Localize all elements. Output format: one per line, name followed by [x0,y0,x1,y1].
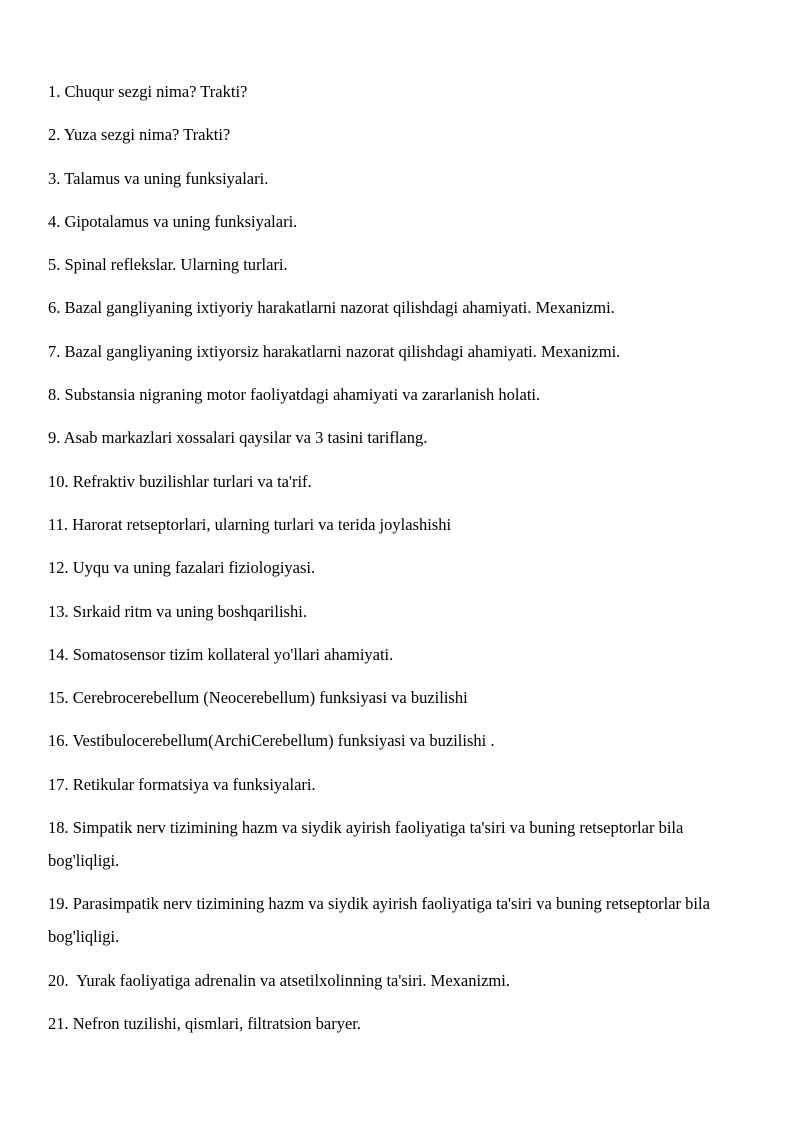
question-item: 15. Cerebrocerebellum (Neocerebellum) funksiyasi va buzilishi [48,688,468,708]
question-item: 6. Bazal gangliyaning ixtiyoriy harakatlarni nazorat qilishdagi ahamiyati. Mexanizmi. [48,298,615,318]
question-item: 17. Retikular formatsiya va funksiyalari. [48,774,316,794]
question-item: 9. Asab markazlari xossalari qaysilar va 3 tasini tariflang. [48,428,428,448]
question-item: 2. Yuza sezgi nima? Trakti? [48,125,231,145]
question-item: 3. Talamus va uning funksiyalari. [48,168,269,188]
question-item: 12. Uyqu va uning fazalari fiziologiyasi. [48,558,316,578]
question-item: 19. Parasimpatik nerv tizimining hazm va siydik ayirish faoliyatiga ta'siri va buning retseptorlar bila bog'liqligi. [48,894,715,947]
question-list [48,75,748,1050]
question-item: 10. Refraktiv buzilishlar turlari va ta'rif. [48,471,312,491]
question-item: 1. Chuqur sezgi nima? Trakti? [48,82,248,101]
question-item: 21. Nefron tuzilishi, qismlari, filtratsion baryer. [48,1013,361,1033]
question-item: 4. Gipotalamus va uning funksiyalari. [48,211,298,231]
question-item: 11. Harorat retseptorlari, ularning turlari va terida joylashishi [48,514,452,534]
question-item: 7. Bazal gangliyaning ixtiyorsiz harakatlarni nazorat qilishdagi ahamiyati. Mexanizmi. [48,341,621,361]
question-item: 8. Substansia nigraning motor faoliyatdagi ahamiyati va zararlanish holati. [48,385,541,405]
question-item: 14. Somatosensor tizim kollateral yo'llari ahamiyati. [48,644,394,664]
question-item: 18. Simpatik nerv tizimining hazm va siydik ayirish faoliyatiga ta'siri va buning retseptorlar bila bog'liqligi. [48,818,688,871]
question-item: 20. Yurak faoliyatiga adrenalin va atsetilxolinning ta'siri. Mexanizmi. [48,970,510,990]
question-item: 5. Spinal reflekslar. Ularning turlari. [48,255,288,275]
question-item: 16. Vestibulocerebellum(ArchiCerebellum) funksiyasi va buzilishi . [48,731,495,751]
question-item: 13. Sırkaid ritm va uning boshqarilishi. [48,601,307,621]
